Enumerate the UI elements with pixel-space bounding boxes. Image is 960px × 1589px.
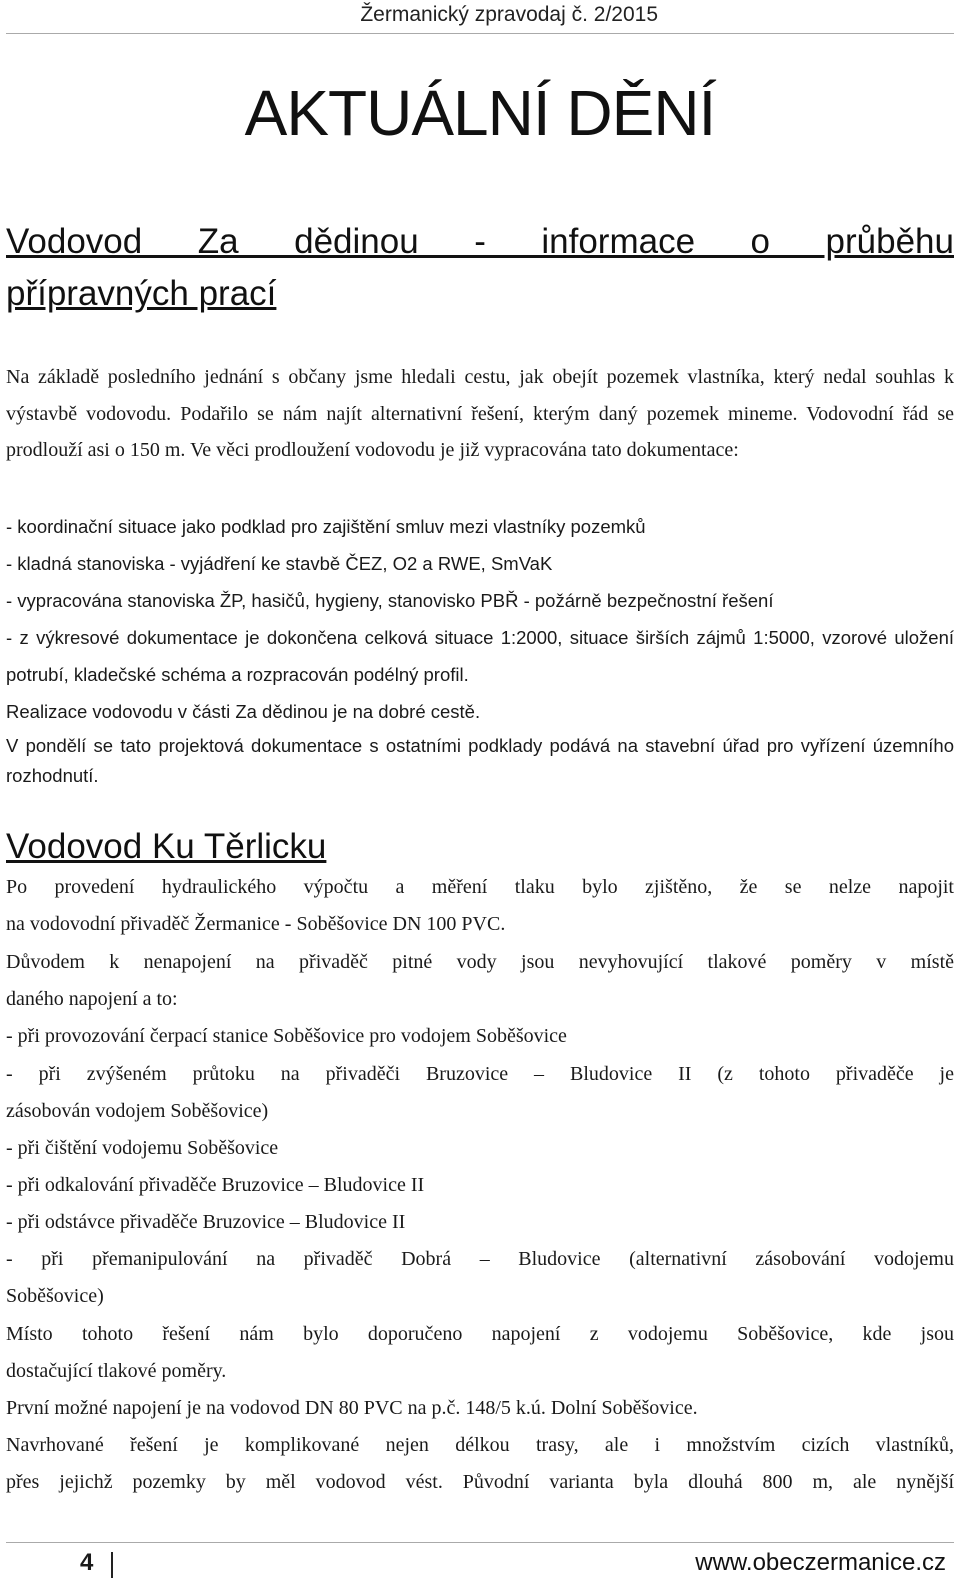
website-link[interactable]: www.obeczermanice.cz bbox=[695, 1549, 946, 1576]
article-paragraph: Realizace vodovodu v části Za dědinou je na dobré cestě. bbox=[6, 701, 481, 722]
list-item: - kladná stanoviska - vyjádření ke stavbě ČEZ, O2 a RWE, SmVaK bbox=[6, 553, 553, 574]
article-paragraph: Na základě posledního jednání s občany jsme hledali cestu, jak obejít pozemek vlastníka, který nedal souhlas k výstavbě vodovodu. Podařilo se nám najít alternativní řešení, kterým daný pozemek mineme. Vodovodní řád se prodlouží asi o 150 m. Ve věci prodloužení vodovodu je již vypracována tato dokumentace: bbox=[6, 366, 954, 461]
article-line: - při přemanipulování na přivaděč Dobrá – Bludovice (alternativní zásobování vodojemu bbox=[6, 1248, 954, 1270]
header-divider bbox=[6, 33, 954, 34]
article-line: na vodovodní přivaděč Žermanice - Soběšovice DN 100 PVC. bbox=[6, 913, 506, 935]
article-line: Místo tohoto řešení nám bylo doporučeno napojení z vodojemu Soběšovice, kde jsou bbox=[6, 1323, 954, 1345]
footer-divider bbox=[6, 1542, 954, 1543]
section-title: AKTUÁLNÍ DĚNÍ bbox=[244, 77, 716, 149]
article-line: První možné napojení je na vodovod DN 80 PVC na p.č. 148/5 k.ú. Dolní Soběšovice. bbox=[6, 1397, 698, 1419]
article-paragraph: V pondělí se tato projektová dokumentace s ostatními podklady podává na stavební úřad pro vyřízení územního rozhodnutí. bbox=[6, 735, 954, 786]
article-line: - při odstávce přivaděče Bruzovice – Bludovice II bbox=[6, 1211, 406, 1233]
article-line: dostačující tlakové poměry. bbox=[6, 1360, 227, 1382]
list-item: - z výkresové dokumentace je dokončena celková situace 1:2000, situace širších zájmů 1:5000, vzorové uložení potrubí, kladečské schéma a rozpracován podélný profil. bbox=[6, 627, 954, 685]
list-item: - vypracována stanoviska ŽP, hasičů, hygieny, stanovisko PBŘ - požárně bezpečnostní řešení bbox=[6, 590, 774, 611]
article-line: přes jejichž pozemky by měl vodovod vést. Původní varianta byla dlouhá 800 m, ale nynější bbox=[6, 1471, 954, 1493]
article-line: zásobován vodojem Soběšovice) bbox=[6, 1100, 269, 1122]
newsletter-title: Žermanický zpravodaj č. 2/2015 bbox=[360, 3, 658, 26]
article-line: daného napojení a to: bbox=[6, 988, 178, 1010]
article-line: Soběšovice) bbox=[6, 1285, 104, 1307]
article-title-line2: přípravných prací bbox=[6, 274, 277, 313]
article-line: Po provedení hydraulického výpočtu a měření tlaku bylo zjištěno, že se nelze napojit bbox=[6, 876, 954, 898]
article-line: Navrhované řešení je komplikované nejen délkou trasy, ale i množstvím cizích vlastníků, bbox=[6, 1434, 954, 1456]
article-line: Důvodem k nenapojení na přivaděč pitné vody jsou nevyhovující tlakové poměry v místě bbox=[6, 951, 954, 973]
article-line: - při provozování čerpací stanice Soběšovice pro vodojem Soběšovice bbox=[6, 1025, 567, 1047]
page-number-separator bbox=[111, 1552, 113, 1578]
article-title-line1: Vodovod Za dědinou - informace o průběhu bbox=[6, 222, 954, 261]
article-line: - při zvýšeném průtoku na přivaděči Bruzovice – Bludovice II (z tohoto přivaděče je bbox=[6, 1063, 954, 1085]
article-title: Vodovod Ku Těrlicku bbox=[6, 827, 327, 866]
article-line: - při odkalování přivaděče Bruzovice – Bludovice II bbox=[6, 1174, 425, 1196]
page-number: 4 bbox=[80, 1549, 94, 1576]
article-line: - při čištění vodojemu Soběšovice bbox=[6, 1137, 279, 1159]
list-item: - koordinační situace jako podklad pro zajištění smluv mezi vlastníky pozemků bbox=[6, 516, 646, 537]
